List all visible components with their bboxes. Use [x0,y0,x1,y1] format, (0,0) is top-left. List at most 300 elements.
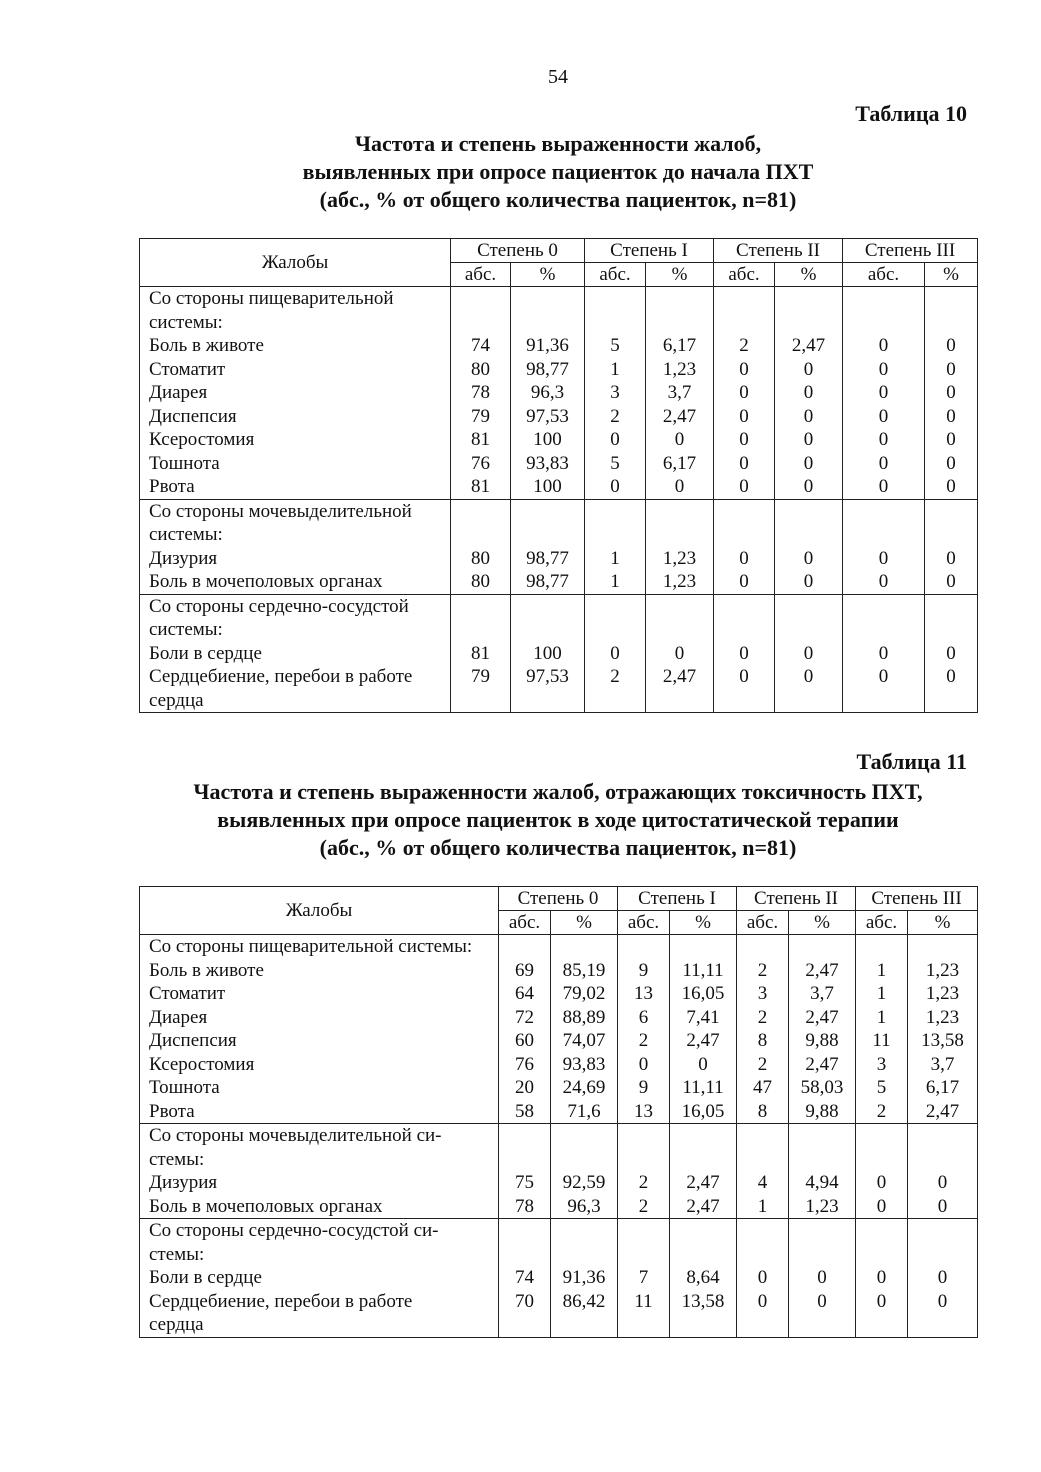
value-cell: 0 [739,642,749,664]
value-cell: 2,47 [686,1030,720,1051]
value-cell: 2 [638,1030,649,1051]
group-labels [140,1124,499,1219]
value-column [714,287,775,500]
value-cell: 0 [739,429,749,450]
header-pct: % [670,911,737,935]
group-heading: стемы: [149,1148,205,1170]
value-cell: 0 [946,547,956,569]
value-cell: 60 [515,1030,534,1051]
header-grade: Степень III [843,239,978,263]
value-column [843,594,925,713]
value-column [737,1219,789,1338]
value-cell: 0 [803,429,814,450]
value-column [551,1219,618,1338]
value-cell: 58 [515,1100,534,1122]
value-cell: 8,64 [686,1267,720,1288]
group-heading: Со стороны мочевыделительной [149,500,412,522]
value-cell: 0 [739,405,749,427]
value-column [908,1219,978,1338]
table-10-title-line: Частота и степень выраженности жалоб, [354,131,762,156]
value-cell: 2,47 [662,666,697,687]
value-cell: 7 [638,1267,649,1288]
page-number: 54 [548,66,568,88]
value-column [856,935,908,1124]
value-cell: 81 [471,642,490,664]
value-cell: 93,83 [526,452,569,474]
table-11-title [90,778,1026,862]
value-cell: 0 [878,476,889,497]
value-column [511,287,585,500]
value-column [856,1219,908,1338]
group-heading: стемы: [149,1243,205,1265]
value-cell: 6 [638,1006,649,1028]
value-cell: 0 [803,547,814,569]
value-cell: 76 [471,452,490,474]
value-cell: 88,89 [562,1006,606,1028]
value-cell: 2 [638,1195,649,1217]
value-cell: 5 [876,1077,887,1098]
value-cell: 3,7 [810,983,834,1004]
header-grade: Степень II [714,239,843,263]
value-cell: 47 [753,1077,773,1098]
value-cell: 1 [876,983,887,1004]
value-column [775,594,843,713]
value-cell: 1 [610,571,620,592]
complaint-name: Боль в мочеполовых органах [149,571,383,592]
group-heading: системы: [149,619,223,640]
header-abs: абс. [737,911,789,935]
value-cell: 2 [610,666,620,687]
value-cell: 1 [876,1006,887,1028]
value-cell: 74,07 [562,1030,606,1051]
value-cell: 78 [471,382,490,403]
complaint-name: Диарея [149,1006,208,1028]
value-cell: 81 [471,476,490,497]
value-cell: 78 [515,1195,534,1217]
value-cell: 1,23 [805,1195,839,1217]
value-cell: 0 [803,666,814,687]
complaint-name: Дизурия [149,1172,218,1193]
value-cell: 0 [757,1267,768,1288]
value-cell: 1,23 [925,1006,960,1028]
complaint-name: Боли в сердце [149,642,262,664]
value-cell: 9,88 [805,1100,839,1122]
value-cell: 1 [876,959,887,981]
header-abs: абс. [585,263,646,287]
value-cell: 81 [471,429,490,450]
complaint-group [140,594,978,713]
value-cell: 0 [946,571,956,592]
complaint-name: Ксеростомия [149,429,255,450]
value-cell: 0 [817,1267,827,1288]
value-cell: 16,05 [681,983,725,1004]
value-column [670,935,737,1124]
complaint-name: Рвота [149,1100,195,1122]
value-cell: 58,03 [800,1077,844,1098]
value-cell: 13 [634,983,653,1004]
value-cell: 6,17 [662,335,697,356]
value-column [618,935,670,1124]
value-column [908,1124,978,1219]
value-cell: 79,02 [562,983,606,1004]
value-cell: 2,47 [805,1006,839,1028]
value-column [551,1124,618,1219]
value-cell: 0 [803,358,814,380]
value-column [585,287,646,500]
value-cell: 100 [533,476,562,497]
value-column [551,935,618,1124]
value-cell: 74 [471,335,490,356]
table-10-title-line: выявленных при опросе пациенток до начала ПХТ [302,159,814,184]
header-grade: Степень I [618,887,737,911]
value-cell: 0 [739,382,749,403]
value-cell: 80 [471,547,490,569]
header-pct: % [789,911,856,935]
header-abs: абс. [618,911,670,935]
value-cell: 3 [876,1053,887,1075]
value-cell: 96,3 [567,1195,601,1217]
value-column [789,1124,856,1219]
value-cell: 11,11 [682,1077,724,1098]
value-cell: 2 [610,405,620,427]
header-abs: абс. [856,911,908,935]
value-cell: 70 [515,1290,534,1312]
header-abs: абс. [499,911,551,935]
header-abs: абс. [714,263,775,287]
table-11-title-line: (абс., % от общего количества пациенток, n=81) [319,835,797,860]
value-cell: 0 [817,1290,827,1312]
value-cell: 0 [757,1290,768,1312]
value-cell: 98,77 [526,358,569,380]
value-cell: 0 [610,429,620,450]
complaint-name: сердца [149,1314,204,1335]
value-cell: 3,7 [667,382,692,403]
value-cell: 0 [878,666,889,687]
value-cell: 0 [803,642,814,664]
value-cell: 0 [638,1053,649,1075]
value-cell: 0 [946,382,956,403]
value-cell: 0 [946,666,956,687]
value-cell: 0 [674,429,685,450]
value-cell: 11 [872,1030,891,1051]
value-cell: 0 [803,452,814,474]
value-column [925,594,978,713]
value-cell: 2,47 [686,1195,720,1217]
value-cell: 85,19 [562,959,606,981]
value-cell: 0 [946,642,956,664]
table-10-title [90,130,1026,214]
header-complaints: Жалобы [140,887,499,935]
value-cell: 2,47 [662,405,697,427]
value-cell: 2 [638,1172,649,1193]
value-cell: 0 [878,452,889,474]
value-cell: 5 [610,335,620,356]
value-cell: 80 [471,358,490,380]
value-cell: 13,58 [921,1030,964,1051]
value-cell: 2,47 [925,1100,960,1122]
value-column [714,594,775,713]
header-pct: % [551,911,618,935]
value-cell: 0 [739,358,749,380]
value-column [925,287,978,500]
complaint-group [140,935,978,1124]
value-cell: 11,11 [682,959,724,981]
value-cell: 16,05 [681,1100,725,1122]
value-cell: 76 [515,1053,534,1075]
value-cell: 72 [515,1006,534,1028]
header-grade: Степень 0 [451,239,585,263]
value-cell: 0 [674,476,685,497]
value-cell: 79 [471,405,490,427]
group-heading: системы: [149,311,223,333]
value-cell: 2,47 [791,335,826,356]
value-cell: 1,23 [662,358,697,380]
value-cell: 0 [739,666,749,687]
value-cell: 2 [757,1053,768,1075]
value-column [451,287,511,500]
value-cell: 86,42 [562,1290,606,1312]
header-pct: % [511,263,585,287]
value-cell: 2,47 [805,1053,839,1075]
value-cell: 0 [946,452,956,474]
group-heading: Со стороны пищеварительной [149,288,394,309]
value-cell: 98,77 [526,547,569,569]
value-cell: 96,3 [530,382,565,403]
header-pct: % [908,911,978,935]
value-column [618,1219,670,1338]
group-labels [140,935,499,1124]
table-10 [139,238,978,713]
header-grade: Степень 0 [499,887,618,911]
value-column [585,594,646,713]
value-cell: 0 [878,405,889,427]
value-cell: 97,53 [526,666,569,687]
value-column [908,935,978,1124]
value-cell: 0 [876,1290,887,1312]
value-cell: 75 [515,1172,534,1193]
value-cell: 0 [937,1290,948,1312]
value-cell: 1 [610,358,620,380]
value-column [499,1124,551,1219]
value-column [670,1219,737,1338]
group-labels [140,1219,499,1338]
table-10-title-line: (абс., % от общего количества пациенток, n=81) [319,187,797,212]
value-cell: 0 [946,335,956,356]
value-cell: 79 [471,666,490,687]
value-cell: 91,36 [526,335,569,356]
value-cell: 1 [757,1195,768,1217]
complaint-name: Диарея [149,382,208,403]
value-cell: 1,23 [662,547,697,569]
value-column [451,594,511,713]
header-grade: Степень III [856,887,978,911]
value-cell: 2 [757,959,768,981]
value-column [670,1124,737,1219]
value-cell: 0 [946,358,956,380]
complaint-group [140,1124,978,1219]
value-cell: 7,41 [686,1006,720,1028]
value-column [499,935,551,1124]
header-grade: Степень II [737,887,856,911]
value-column [856,1124,908,1219]
value-column [511,594,585,713]
value-cell: 97,53 [526,405,569,427]
value-cell: 1 [610,547,620,569]
table-10-label: Таблица 10 [855,101,967,126]
value-cell: 1,23 [925,959,960,981]
value-cell: 0 [937,1172,948,1193]
complaint-name: Диспепсия [149,1030,237,1051]
value-cell: 0 [946,476,956,497]
value-cell: 1,23 [662,571,697,592]
complaint-name: Сердцебиение, перебои в работе [149,1290,413,1312]
value-column [789,1219,856,1338]
value-cell: 20 [515,1077,534,1098]
table-11-title-line: выявленных при опросе пациенток в ходе цитостатической терапии [217,807,899,832]
value-cell: 100 [533,429,562,450]
value-cell: 0 [878,382,889,403]
complaint-name: Стоматит [149,983,226,1004]
group-heading: Со стороны сердечно-сосудстой [149,595,409,617]
header-pct: % [925,263,978,287]
value-column [618,1124,670,1219]
value-column [646,594,714,713]
value-cell: 3 [610,382,620,403]
value-cell: 0 [739,476,749,497]
header-abs: абс. [843,263,925,287]
table-11 [139,886,978,1338]
complaint-name: Ксеростомия [149,1053,255,1075]
value-column [585,499,646,594]
complaint-name: Боль в животе [149,335,264,356]
complaint-name: Диспепсия [149,405,237,427]
group-heading: Со стороны пищеварительной системы: [149,936,473,957]
header-pct: % [646,263,714,287]
value-column [646,287,714,500]
header-grade: Степень I [585,239,714,263]
value-cell: 2,47 [686,1172,720,1193]
value-cell: 6,17 [925,1077,960,1098]
value-cell: 0 [698,1053,708,1075]
value-cell: 0 [876,1172,887,1193]
value-cell: 0 [937,1267,948,1288]
value-cell: 0 [878,358,889,380]
value-cell: 0 [937,1195,948,1217]
value-cell: 6,17 [662,452,697,474]
value-cell: 0 [739,547,749,569]
value-cell: 13 [634,1100,653,1122]
group-labels [140,287,451,500]
value-cell: 0 [610,642,620,664]
value-cell: 0 [803,476,814,497]
value-cell: 69 [515,959,534,981]
value-cell: 0 [803,382,814,403]
value-cell: 2 [739,335,749,356]
value-cell: 5 [610,452,620,474]
complaint-name: Дизурия [149,547,218,569]
value-cell: 13,58 [681,1290,725,1312]
value-cell: 2 [876,1100,887,1122]
value-cell: 9,88 [805,1030,839,1051]
value-cell: 8 [757,1030,768,1051]
group-labels [140,594,451,713]
value-cell: 0 [876,1267,887,1288]
value-cell: 0 [610,476,620,497]
value-cell: 4,94 [805,1172,839,1193]
value-cell: 0 [674,642,685,664]
value-cell: 74 [515,1267,534,1288]
value-cell: 0 [803,571,814,592]
value-column [499,1219,551,1338]
value-cell: 2,47 [805,959,839,981]
value-cell: 11 [634,1290,653,1312]
value-cell: 0 [946,429,956,450]
complaint-name: Боль в мочеполовых органах [149,1195,383,1217]
value-cell: 0 [803,405,814,427]
header-complaints: Жалобы [140,239,451,287]
value-cell: 3 [757,983,768,1004]
value-cell: 8 [757,1100,768,1122]
complaint-name: Тошнота [149,1077,220,1098]
value-cell: 71,6 [567,1100,601,1122]
value-column [843,499,925,594]
value-column [775,499,843,594]
value-cell: 0 [878,547,889,569]
complaint-group [140,287,978,500]
complaint-name: Боли в сердце [149,1267,262,1288]
value-cell: 0 [739,571,749,592]
value-column [737,935,789,1124]
value-column [511,499,585,594]
value-cell: 9 [638,1077,649,1098]
complaint-name: Рвота [149,476,195,497]
value-column [775,287,843,500]
table-11-title-line: Частота и степень выраженности жалоб, отражающих токсичность ПХТ, [193,779,923,804]
value-cell: 64 [515,983,534,1004]
value-cell: 0 [878,335,889,356]
value-cell: 3,7 [930,1053,955,1075]
header-abs: абс. [451,263,511,287]
value-cell: 0 [876,1195,887,1217]
table-11-label: Таблица 11 [856,749,967,774]
value-cell: 91,36 [562,1267,606,1288]
value-cell: 80 [471,571,490,592]
value-column [925,499,978,594]
value-column [843,287,925,500]
value-column [789,935,856,1124]
value-cell: 9 [638,959,649,981]
complaint-name: Стоматит [149,358,226,380]
value-column [737,1124,789,1219]
group-labels [140,499,451,594]
complaint-name: Сердцебиение, перебои в работе [149,666,413,687]
complaint-group [140,1219,978,1338]
value-cell: 0 [739,452,749,474]
value-column [714,499,775,594]
value-cell: 93,83 [562,1053,606,1075]
value-cell: 92,59 [562,1172,606,1193]
complaint-name: сердца [149,689,204,711]
value-cell: 100 [533,642,562,664]
value-cell: 24,69 [562,1077,606,1098]
value-cell: 98,77 [526,571,569,592]
complaint-name: Боль в животе [149,959,264,981]
value-cell: 0 [946,405,956,427]
value-cell: 4 [757,1172,768,1193]
group-heading: Со стороны мочевыделительной си- [149,1125,442,1146]
value-column [646,499,714,594]
value-column [451,499,511,594]
